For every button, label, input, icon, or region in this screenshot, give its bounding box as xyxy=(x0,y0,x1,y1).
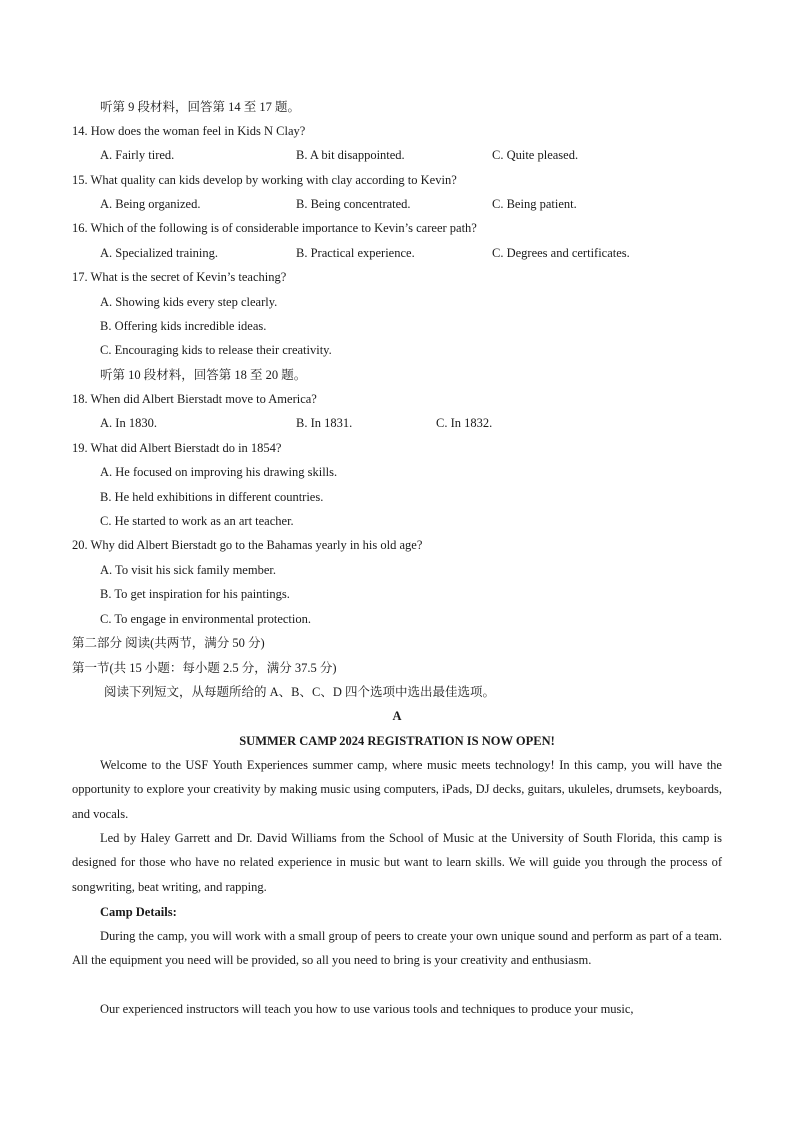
option-14c: C. Quite pleased. xyxy=(492,148,579,162)
option-19a: A. He focused on improving his drawing skills. xyxy=(100,465,338,479)
question-19: 19. What did Albert Bierstadt do in 1854? xyxy=(72,441,282,455)
paragraph-2: Led by Haley Garrett and Dr. David Williams from the School of Music at the University of South Florida, this camp is designed for those who have no related experience in music but want to learn skills. We will guide you through the process of songwriting, beat writing, and rapping. xyxy=(72,831,722,894)
paragraph-1: Welcome to the USF Youth Experiences summer camp, where music meets technology! In this camp, you will have the opportunity to explore your creativity by making music using computers, iPads, DJ decks, guitars, ukuleles, drumsets, keyboards, and vocals. xyxy=(72,758,722,821)
reading-part-title: 第二部分 阅读(共两节，满分 50 分) xyxy=(72,636,265,650)
option-16c: C. Degrees and certificates. xyxy=(492,246,630,260)
option-16b: B. Practical experience. xyxy=(296,246,415,260)
option-17a: A. Showing kids every step clearly. xyxy=(100,295,278,309)
option-18b: B. In 1831. xyxy=(296,416,353,430)
question-14: 14. How does the woman feel in Kids N Clay? xyxy=(72,124,306,138)
camp-details-heading: Camp Details: xyxy=(100,905,177,919)
option-17b: B. Offering kids incredible ideas. xyxy=(100,319,267,333)
paragraph-4: Our experienced instructors will teach you how to use various tools and techniques to produce your music, xyxy=(100,1002,634,1016)
passage-letter: A xyxy=(392,709,402,723)
reading-section-title: 第一节(共 15 小题：每小题 2.5 分，满分 37.5 分) xyxy=(72,661,337,675)
question-15: 15. What quality can kids develop by working with clay according to Kevin? xyxy=(72,173,457,187)
option-15a: A. Being organized. xyxy=(100,197,201,211)
option-18c: C. In 1832. xyxy=(436,416,493,430)
option-20b: B. To get inspiration for his paintings. xyxy=(100,587,290,601)
question-17: 17. What is the secret of Kevin’s teaching? xyxy=(72,270,287,284)
option-16a: A. Specialized training. xyxy=(100,246,219,260)
question-20: 20. Why did Albert Bierstadt go to the Bahamas yearly in his old age? xyxy=(72,538,423,552)
reading-instruction: 阅读下列短文，从每题所给的 A、B、C、D 四个选项中选出最佳选项。 xyxy=(104,685,495,699)
section9-instruction: 听第 9 段材料，回答第 14 至 17 题。 xyxy=(100,100,301,114)
option-19c: C. He started to work as an art teacher. xyxy=(100,514,294,528)
option-14a: A. Fairly tired. xyxy=(100,148,175,162)
option-19b: B. He held exhibitions in different countries. xyxy=(100,490,324,504)
option-15c: C. Being patient. xyxy=(492,197,577,211)
option-14b: B. A bit disappointed. xyxy=(296,148,405,162)
option-15b: B. Being concentrated. xyxy=(296,197,411,211)
option-17c: C. Encouraging kids to release their creativity. xyxy=(100,343,332,357)
question-18: 18. When did Albert Bierstadt move to America? xyxy=(72,392,317,406)
option-20a: A. To visit his sick family member. xyxy=(100,563,276,577)
paragraph-3: During the camp, you will work with a small group of peers to create your own unique sound and perform as part of a team. All the equipment you need will be provided, so all you need to bring is your creativity and enthusiasm. xyxy=(72,929,722,968)
option-18a: A. In 1830. xyxy=(100,416,157,430)
passage-title: SUMMER CAMP 2024 REGISTRATION IS NOW OPEN! xyxy=(239,734,555,748)
section10-instruction: 听第 10 段材料，回答第 18 至 20 题。 xyxy=(100,368,307,382)
option-20c: C. To engage in environmental protection. xyxy=(100,612,311,626)
question-16: 16. Which of the following is of considerable importance to Kevin’s career path? xyxy=(72,221,477,235)
